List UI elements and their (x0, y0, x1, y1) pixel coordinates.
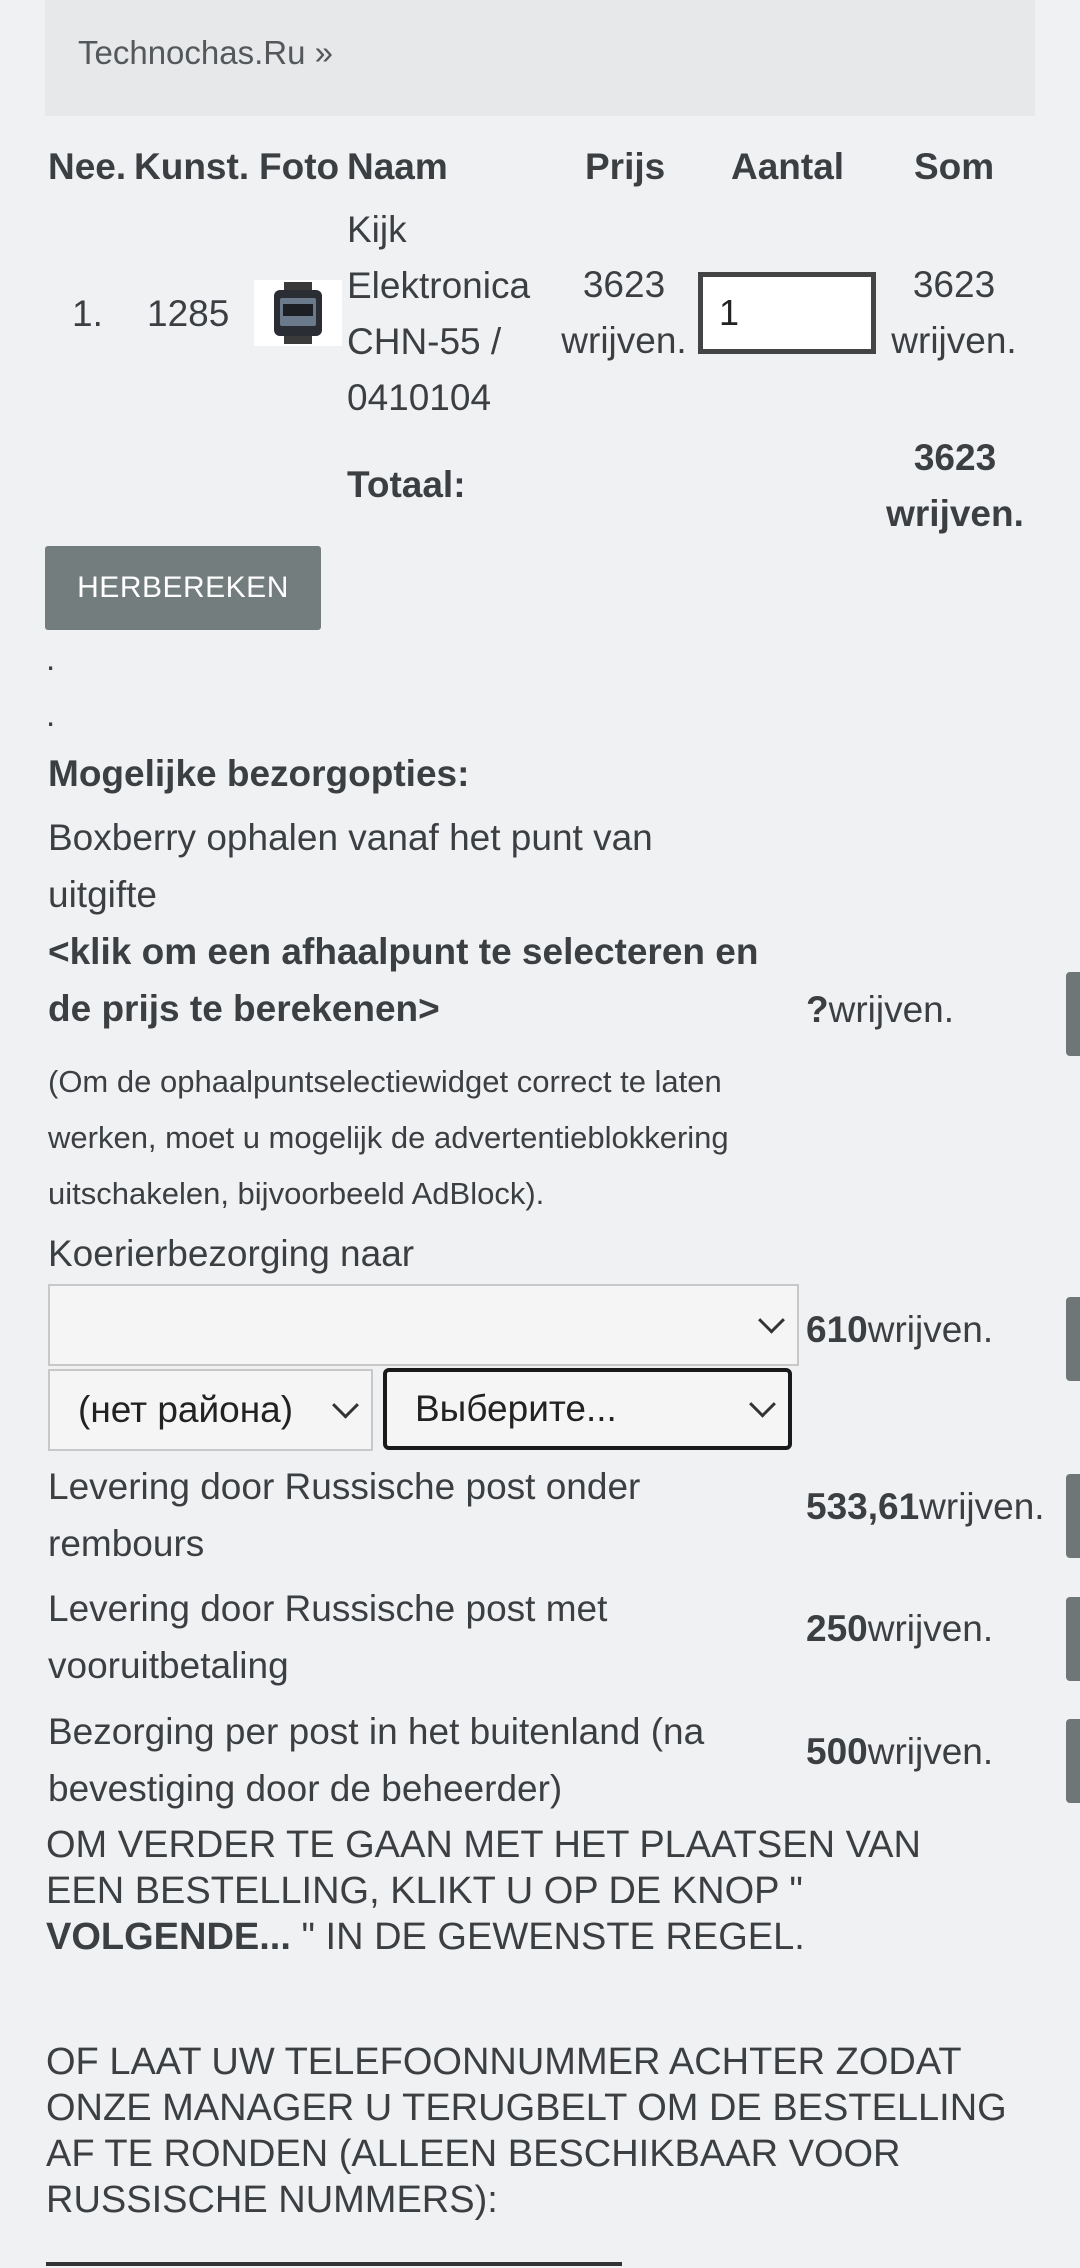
product-name-line: 0410104 (347, 377, 492, 418)
adblock-note-line: uitschakelen, bijvoorbeeld AdBlock). (48, 1176, 545, 1211)
boxberry-price-unit: wrijven. (828, 989, 955, 1030)
instruction-line (46, 1914, 1046, 1960)
post-cod-label (48, 1458, 640, 1572)
header-aantal: Aantal (731, 146, 845, 187)
abroad-label-line: Bezorging per post in het buitenland (na (48, 1711, 705, 1752)
post-cod-price-unit: wrijven. (919, 1486, 1045, 1527)
header-nr: Nee. (48, 146, 127, 187)
boxberry-label-line: uitgifte (48, 874, 158, 915)
product-name-line: CHN-55 / (347, 321, 502, 362)
instruction-text (46, 1822, 1046, 1960)
select-post-prepaid-button[interactable] (1066, 1597, 1080, 1681)
dot-text: . (46, 640, 56, 677)
header-naam: Naam (347, 146, 448, 187)
post-prepaid-price-value: 250 (806, 1608, 868, 1649)
post-cod-price-value: 533,61 (806, 1486, 920, 1527)
row-price-unit: wrijven. (561, 320, 687, 361)
instruction-line-rest: " IN DE GEWENSTE REGEL. (290, 1916, 805, 1958)
select-abroad-button[interactable] (1066, 1719, 1080, 1803)
callback-line: OF LAAT UW TELEFOONNUMMER ACHTER ZODAT (46, 2041, 962, 2083)
chevron-down-icon (332, 1392, 359, 1419)
chevron-down-icon (758, 1307, 785, 1334)
instruction-line: EEN BESTELLING, KLIKT U OP DE KNOP " (46, 1870, 803, 1912)
post-prepaid-label-line: Levering door Russische post met (48, 1588, 608, 1629)
phone-input[interactable] (46, 2262, 622, 2266)
next-button-reference: VOLGENDE... (46, 1916, 291, 1958)
product-photo[interactable] (254, 280, 342, 346)
pickup-link-line: de prijs te berekenen> (48, 988, 440, 1029)
header-prijs: Prijs (585, 146, 666, 187)
adblock-note-line: (Om de ophaalpuntselectiewidget correct te laten (48, 1064, 722, 1099)
post-prepaid-price-unit: wrijven. (867, 1608, 994, 1649)
header-kunst: Kunst. (134, 146, 250, 187)
callback-line: RUSSISCHE NUMMERS): (46, 2179, 498, 2221)
row-kunst: 1285 (147, 293, 230, 334)
chevron-down-icon (749, 1391, 776, 1418)
abroad-price (806, 1731, 993, 1773)
boxberry-price (806, 989, 954, 1031)
header-som: Som (914, 146, 995, 187)
callback-text (46, 2039, 1046, 2223)
post-cod-price (806, 1486, 1045, 1528)
row-price (555, 257, 693, 369)
row-price-value: 3623 (582, 264, 666, 305)
abroad-price-unit: wrijven. (867, 1731, 994, 1772)
courier-label: Koerierbezorging naar (48, 1233, 415, 1274)
watch-icon (254, 280, 342, 346)
abroad-price-value: 500 (806, 1731, 868, 1772)
select-pickup-point-link[interactable] (48, 923, 758, 1037)
adblock-note (48, 1054, 729, 1222)
breadcrumb-link[interactable]: Technochas.Ru » (78, 34, 333, 71)
post-cod-label-line: rembours (48, 1523, 205, 1564)
instruction-line: OM VERDER TE GAAN MET HET PLAATSEN VAN (46, 1824, 921, 1866)
select-post-cod-button[interactable] (1066, 1474, 1080, 1558)
row-sum-value: 3623 (912, 264, 996, 305)
city-select[interactable] (48, 1284, 799, 1366)
post-prepaid-label-line: vooruitbetaling (48, 1645, 289, 1686)
post-cod-label-line: Levering door Russische post onder (48, 1466, 641, 1507)
courier-price (806, 1309, 993, 1351)
total-value: 3623 (913, 437, 997, 478)
product-name-line: Kijk (347, 209, 407, 250)
total-amount (880, 430, 1030, 542)
courier-price-unit: wrijven. (867, 1309, 994, 1350)
row-sum (884, 257, 1024, 369)
delivery-heading: Mogelijke bezorgopties: (48, 753, 470, 794)
select-boxberry-button[interactable] (1066, 972, 1080, 1056)
option-select[interactable] (383, 1368, 792, 1450)
total-label: Totaal: (347, 464, 466, 505)
product-name-line: Elektronica (347, 265, 531, 306)
boxberry-label-line: Boxberry ophalen vanaf het punt van (48, 817, 653, 858)
header-foto: Foto (259, 146, 340, 187)
pickup-link-line: <klik om een afhaalpunt te selecteren en (48, 931, 759, 972)
option-select-value: Выберите... (415, 1388, 617, 1429)
district-select[interactable] (48, 1369, 373, 1451)
row-sum-unit: wrijven. (891, 320, 1017, 361)
product-name[interactable] (347, 202, 530, 426)
breadcrumb (45, 0, 1035, 116)
quantity-input[interactable] (698, 272, 876, 354)
dot-text: . (46, 696, 56, 733)
boxberry-label (48, 809, 653, 923)
callback-line: ONZE MANAGER U TERUGBELT OM DE BESTELLING (46, 2087, 1007, 2129)
boxberry-price-value: ? (806, 989, 829, 1030)
abroad-label (48, 1703, 704, 1817)
courier-price-value: 610 (806, 1309, 868, 1350)
callback-line: AF TE RONDEN (ALLEEN BESCHIKBAAR VOOR (46, 2133, 901, 2175)
district-select-value: (нет района) (78, 1389, 294, 1430)
select-courier-button[interactable] (1066, 1297, 1080, 1381)
post-prepaid-label (48, 1580, 607, 1694)
row-nr: 1. (72, 293, 103, 334)
recalculate-button[interactable]: HERBEREKEN (45, 546, 321, 630)
post-prepaid-price (806, 1608, 993, 1650)
total-unit: wrijven. (886, 493, 1024, 534)
abroad-label-line: bevestiging door de beheerder) (48, 1768, 563, 1809)
adblock-note-line: werken, moet u mogelijk de advertentieblokkering (48, 1120, 729, 1155)
